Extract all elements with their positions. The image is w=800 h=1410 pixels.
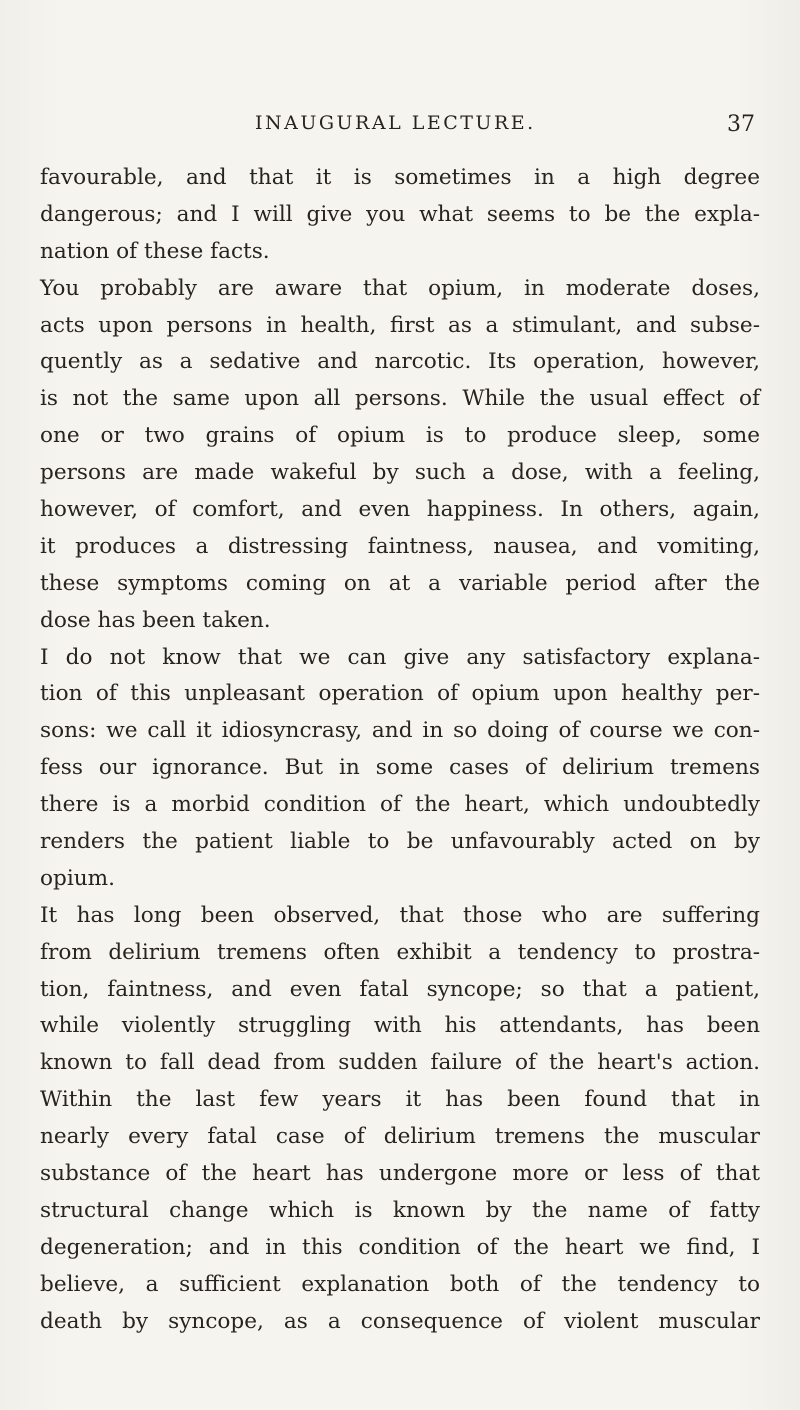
text-line: Within the last few years it has been found that in: [40, 1087, 760, 1113]
text-line: substance of the heart has undergone more or less of that: [40, 1161, 760, 1187]
text-line: sons: we call it idiosyncrasy, and in so doing of course we con-: [40, 718, 760, 744]
text-line: there is a morbid condition of the heart, which undoubtedly: [40, 792, 760, 818]
text-line: nearly every fatal case of delirium tremens the muscular: [40, 1124, 760, 1150]
text-line: death by syncope, as a consequence of violent muscular: [40, 1308, 760, 1334]
text-line: I do not know that we can give any satisfactory explana-: [40, 644, 760, 670]
text-line: is not the same upon all persons. While the usual effect of: [40, 386, 760, 412]
text-line: known to fall dead from sudden failure of the heart's action.: [40, 1050, 760, 1076]
page-header: [255, 112, 755, 142]
text-line: tion, faintness, and even fatal syncope; so that a patient,: [40, 976, 760, 1002]
page-number: 37: [727, 112, 755, 137]
text-line: renders the patient liable to be unfavourably acted on by: [40, 829, 760, 855]
text-line: quently as a sedative and narcotic. Its operation, however,: [40, 349, 760, 375]
text-line: these symptoms coming on at a variable period after the: [40, 570, 760, 596]
text-line: one or two grains of opium is to produce sleep, some: [40, 423, 760, 449]
text-line: degeneration; and in this condition of the heart we find, I: [40, 1234, 760, 1260]
text-line: favourable, and that it is sometimes in a high degree: [40, 165, 760, 190]
text-line: opium.: [40, 865, 115, 891]
text-line: tion of this unpleasant operation of opium upon healthy per-: [40, 681, 760, 707]
text-line: acts upon persons in health, first as a stimulant, and subse-: [40, 312, 760, 338]
text-line: nation of these facts.: [40, 238, 270, 264]
text-line: while violently struggling with his attendants, has been: [40, 1013, 760, 1039]
text-line: fess our ignorance. But in some cases of delirium tremens: [40, 755, 760, 781]
text-line: dose has been taken.: [40, 607, 271, 633]
text-line: however, of comfort, and even happiness. In others, again,: [40, 497, 760, 523]
text-line: from delirium tremens often exhibit a tendency to prostra-: [40, 939, 760, 965]
running-head: INAUGURAL LECTURE.: [255, 112, 536, 134]
text-line: persons are made wakeful by such a dose, with a feeling,: [40, 460, 760, 486]
text-line: dangerous; and I will give you what seems to be the expla-: [40, 201, 760, 227]
text-line: It has long been observed, that those who are suffering: [40, 902, 760, 928]
text-line: it produces a distressing faintness, nausea, and vomiting,: [40, 533, 760, 559]
text-line: You probably are aware that opium, in moderate doses,: [40, 275, 760, 301]
body-text: [40, 160, 760, 1341]
text-line: believe, a sufficient explanation both of the tendency to: [40, 1271, 760, 1297]
text-line: structural change which is known by the name of fatty: [40, 1197, 760, 1223]
